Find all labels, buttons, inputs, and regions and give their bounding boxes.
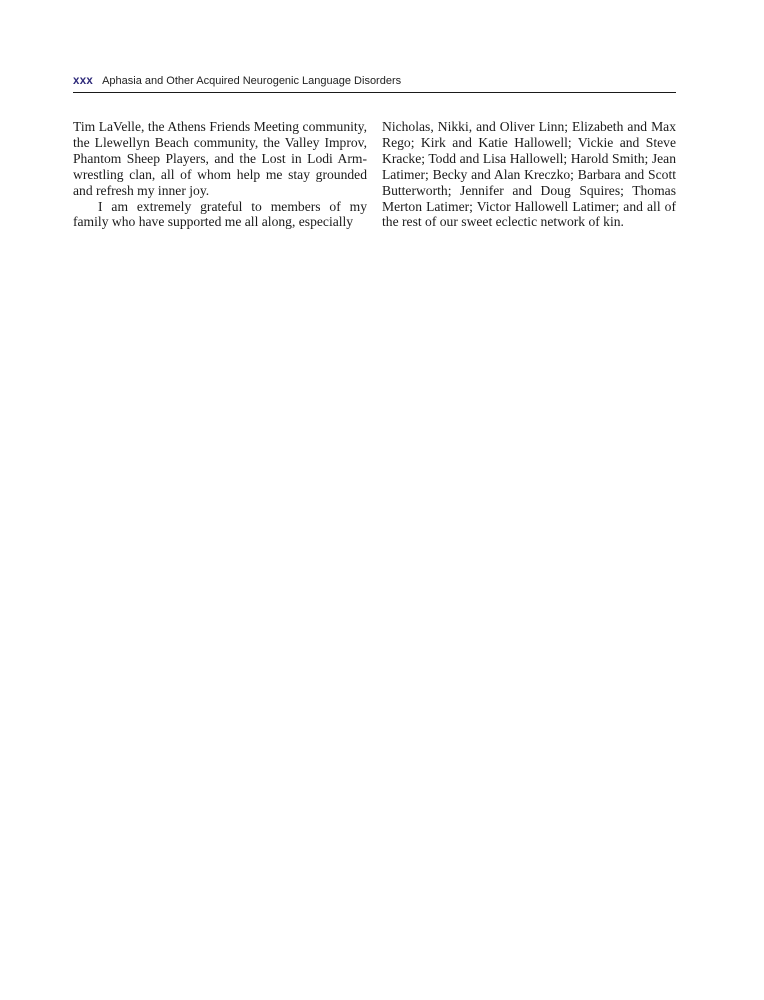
paragraph-family-thanks: I am extremely grateful to members of my family who have supported me all along, especially [73,198,367,230]
page-number: xxx [73,75,94,87]
paragraph-continuation: Tim LaVelle, the Athens Friends Meeting community, the Llewellyn Beach community, the Valley Improv, Phantom Sheep Players, and the Lost in Lodi Arm-wrestling clan, all of whom help me stay grounded and refresh my inner joy. [73,119,367,198]
right-column [382,119,676,230]
running-title: Aphasia and Other Acquired Neurogenic Language Disorders [102,75,402,87]
paragraph-family-names: Nicholas, Nikki, and Oliver Linn; Elizabeth and Max Rego; Kirk and Katie Hallowell; Vickie and Steve Kracke; Todd and Lisa Hallowell; Harold Smith; Jean Latimer; Becky and Alan Kreczko; Barbara and Scott Butterworth; Jennifer and Doug Squires; Thomas Merton Latimer; Victor Hallowell Latimer; and all of the rest of our sweet eclectic network of kin. [382,119,676,230]
left-column [73,119,367,230]
running-header [73,74,676,93]
body-text [73,119,676,230]
